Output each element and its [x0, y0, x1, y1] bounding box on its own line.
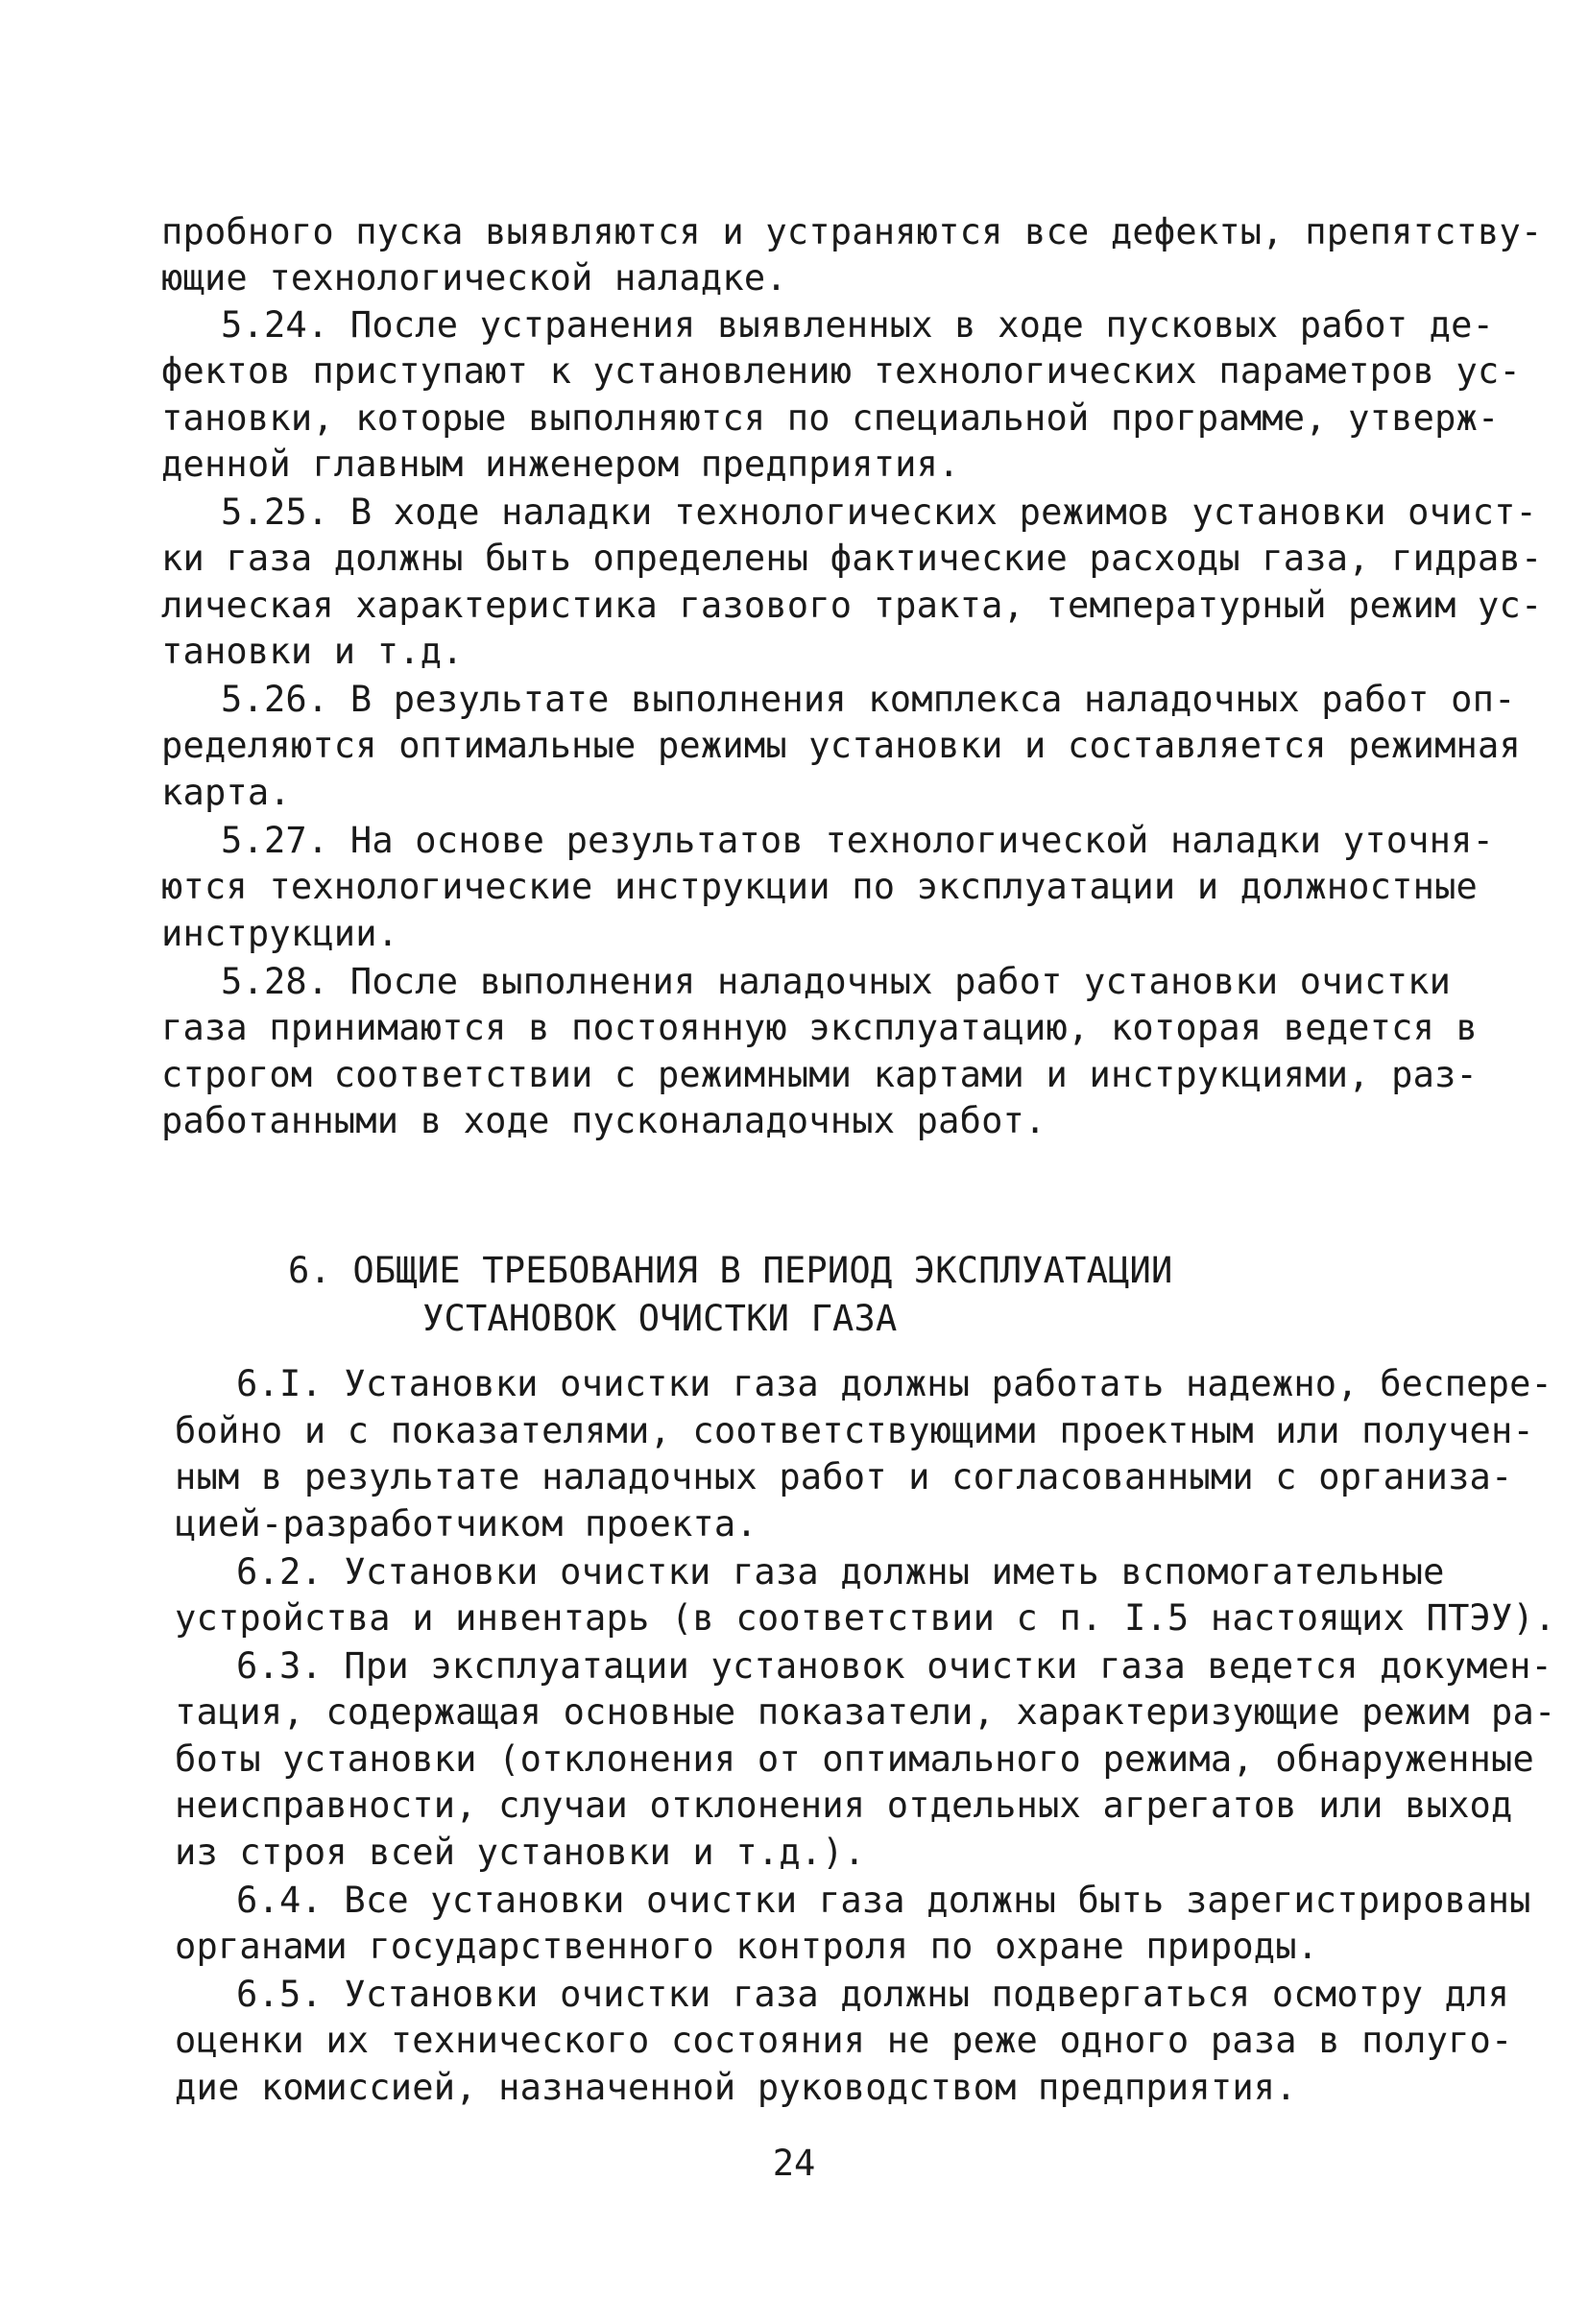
text-line: газа принимаются в постоянную эксплуатацию, которая ведется в	[161, 1007, 1479, 1048]
section-heading-line-2: УСТАНОВОК ОЧИСТКИ ГАЗА	[422, 1298, 898, 1339]
text-line: 5.28. После выполнения наладочных работ установки очистки	[221, 961, 1452, 1002]
text-line: дие комиссией, назначенной руководством предприятия.	[175, 2067, 1297, 2108]
text-line: карта.	[161, 772, 291, 813]
section-heading-line-1: 6. ОБЩИЕ ТРЕБОВАНИЯ В ПЕРИОД ЭКСПЛУАТАЦИИ	[288, 1250, 1173, 1291]
text-line: боты установки (отклонения от оптимального режима, обнаруженные	[175, 1738, 1534, 1780]
text-line: из строя всей установки и т.д.).	[175, 1832, 866, 1873]
text-line: оценки их технического состояния не реже одного раза в полуго-	[175, 2020, 1513, 2061]
text-line: пробного пуска выявляются и устраняются все дефекты, препятству-	[161, 211, 1543, 252]
text-line: 6.I. Установки очистки газа должны работать надежно, беспере-	[236, 1363, 1553, 1404]
text-line: 5.27. На основе результатов технологической наладки уточня-	[221, 820, 1495, 861]
text-line: 6.5. Установки очистки газа должны подвергаться осмотру для	[236, 1974, 1510, 2015]
text-line: ются технологические инструкции по эксплуатации и должностные	[161, 866, 1479, 907]
text-line: 6.3. При эксплуатации установок очистки газа ведется докумен-	[236, 1645, 1553, 1687]
text-line: денной главным инженером предприятия.	[161, 443, 960, 485]
page-number: 24	[772, 2143, 816, 2184]
text-line: тановки, которые выполняются по специальной программе, утверж-	[161, 397, 1500, 439]
text-line: ным в результате наладочных работ и согласованными с организа-	[175, 1456, 1513, 1497]
text-line: органами государственного контроля по охране природы.	[175, 1926, 1319, 1967]
text-line: устройства и инвентарь (в соответствии с п. I.5 настоящих ПТЭУ).	[175, 1597, 1556, 1639]
text-line: тация, содержащая основные показатели, характеризующие режим ра-	[175, 1691, 1556, 1733]
text-line: инструкции.	[161, 913, 399, 954]
text-line: неисправности, случаи отклонения отдельных агрегатов или выход	[175, 1785, 1513, 1826]
text-line: ющие технологической наладке.	[161, 257, 787, 299]
text-line: тановки и т.д.	[161, 631, 464, 672]
text-line: ределяются оптимальные режимы установки и составляется режимная	[161, 725, 1521, 766]
text-line: работанными в ходе пусконаладочных работ.	[161, 1100, 1047, 1141]
text-line: строгом соответствии с режимными картами и инструкциями, раз-	[161, 1054, 1479, 1095]
text-line: лическая характеристика газового тракта, температурный режим ус-	[161, 585, 1543, 626]
text-line: ки газа должны быть определены фактические расходы газа, гидрав-	[161, 538, 1543, 579]
text-line: 5.25. В ходе наладки технологических режимов установки очист-	[221, 491, 1538, 533]
text-line: 6.4. Все установки очистки газа должны быть зарегистрированы	[236, 1880, 1531, 1921]
text-line: 5.24. После устранения выявленных в ходе пусковых работ де-	[221, 304, 1495, 346]
text-line: 6.2. Установки очистки газа должны иметь вспомогательные	[236, 1551, 1445, 1593]
text-line: бойно и с показателями, соответствующими проектным или получен-	[175, 1410, 1534, 1451]
text-line: 5.26. В результате выполнения комплекса наладочных работ оп-	[221, 679, 1516, 720]
text-line: цией-разработчиком проекта.	[175, 1503, 758, 1545]
text-line: фектов приступают к установлению технологических параметров ус-	[161, 350, 1521, 392]
